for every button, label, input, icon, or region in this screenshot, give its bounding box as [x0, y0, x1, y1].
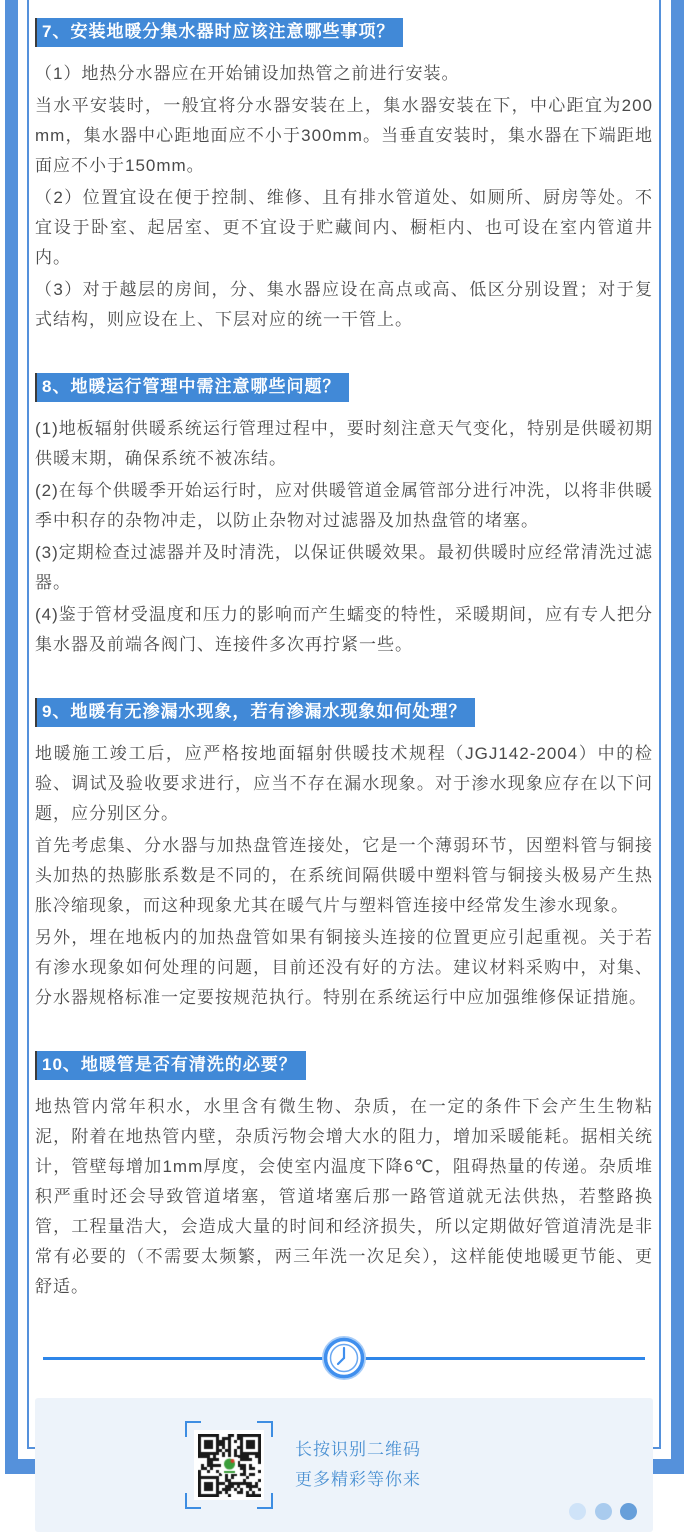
section-9-paragraph-3: 另外，埋在地板内的加热盘管如果有铜接头连接的位置更应引起重视。关于若有渗水现象如何处理的问题，目前还没有好的方法。建议材料采购中，对集、分水器规格标准一定要按规范执行。特别在系统运行中应加强维修保证措施。	[35, 928, 653, 1007]
faq-section-7	[35, 0, 653, 335]
section-8-heading: 8、地暖运行管理中需注意哪些问题？	[35, 373, 349, 402]
section-7-heading: 7、安装地暖分集水器时应该注意哪些事项？	[35, 18, 403, 47]
section-8-paragraph-2: (2)在每个供暖季开始运行时，应对供暖管道金属管部分进行冲洗，以将非供暖季中积存的杂物冲走，以防止杂物对过滤器及加热盘管的堵塞。	[35, 481, 653, 530]
section-7-paragraph-2: 当水平安装时，一般宜将分水器安装在上，集水器安装在下，中心距宜为200mm，集水器中心距地面应不小于300mm。当垂直安装时，集水器在下端距地面应不小于150mm。	[35, 96, 653, 175]
section-10-heading: 10、地暖管是否有清洗的必要？	[35, 1051, 306, 1080]
dot-icon	[595, 1503, 612, 1520]
faq-section-8	[35, 337, 653, 660]
qr-caption-line2: 更多精彩等你来	[295, 1470, 421, 1489]
section-8-paragraph-4: (4)鉴于管材受温度和压力的影响而产生蠕变的特性，采暖期间，应有专人把分集水器及前端各阀门、连接件多次再拧紧一些。	[35, 605, 653, 654]
faq-section-9	[35, 662, 653, 1013]
section-8-paragraph-3: (3)定期检查过滤器并及时清洗，以保证供暖效果。最初供暖时应经常清洗过滤器。	[35, 543, 653, 592]
section-7-paragraph-4: （3）对于越层的房间，分、集水器应设在高点或高、低区分别设置；对于复式结构，则应设在上、下层对应的统一干管上。	[35, 280, 653, 329]
faq-section-10	[35, 1015, 653, 1302]
section-9-heading: 9、地暖有无渗漏水现象，若有渗漏水现象如何处理？	[35, 698, 475, 727]
section-9-paragraph-1: 地暖施工竣工后，应严格按地面辐射供暖技术规程（JGJ142-2004）中的检验、调试及验收要求进行，应当不存在漏水现象。对于渗水现象应存在以下问题，应分别区分。	[35, 744, 653, 823]
qr-panel	[35, 1398, 653, 1532]
qr-code[interactable]	[194, 1430, 264, 1500]
article-content-frame	[27, 0, 661, 1489]
qr-scan-frame	[185, 1421, 273, 1509]
frame-left-bar	[5, 0, 18, 1474]
qr-caption	[295, 1435, 421, 1495]
clock-icon	[321, 1335, 367, 1381]
section-9-paragraph-2: 首先考虑集、分水器与加热盘管连接处，它是一个薄弱环节，因塑料管与铜接头加热的热膨胀系数是不同的，在系统间隔供暖中塑料管与铜接头极易产生热胀冷缩现象，而这种现象尤其在暖气片与塑料管连接中经常发生渗水现象。	[35, 836, 653, 915]
qr-caption-line1: 长按识别二维码	[295, 1440, 421, 1459]
frame-right-bar	[671, 0, 684, 1474]
dot-icon	[620, 1503, 637, 1520]
section-7-paragraph-1: （1）地热分水器应在开始铺设加热管之前进行安装。	[35, 64, 460, 83]
section-7-paragraph-3: （2）位置宜设在便于控制、维修、且有排水管道处、如厕所、厨房等处。不宜设于卧室、起居室、更不宜设于贮藏间内、橱柜内、也可设在室内管道井内。	[35, 188, 653, 267]
section-divider	[35, 1334, 653, 1382]
pagination-dots	[565, 1503, 637, 1521]
section-10-paragraph-1: 地热管内常年积水，水里含有微生物、杂质，在一定的条件下会产生生物粘泥，附着在地热管内壁，杂质污物会增大水的阻力，增加采暖能耗。据相关统计，管壁每增加1mm厚度，会使室内温度下降6℃，阻碍热量的传递。杂质堆积严重时还会导致管道堵塞，管道堵塞后那一路管道就无法供热，若整路换管，工程量浩大，会造成大量的时间和经济损失，所以定期做好管道清洗是非常有必要的（不需要太频繁，两三年洗一次足矣），这样能使地暖更节能、更舒适。	[35, 1097, 653, 1296]
dot-icon	[569, 1503, 586, 1520]
section-8-paragraph-1: (1)地板辐射供暖系统运行管理过程中，要时刻注意天气变化，特别是供暖初期供暖末期，确保系统不被冻结。	[35, 419, 653, 468]
